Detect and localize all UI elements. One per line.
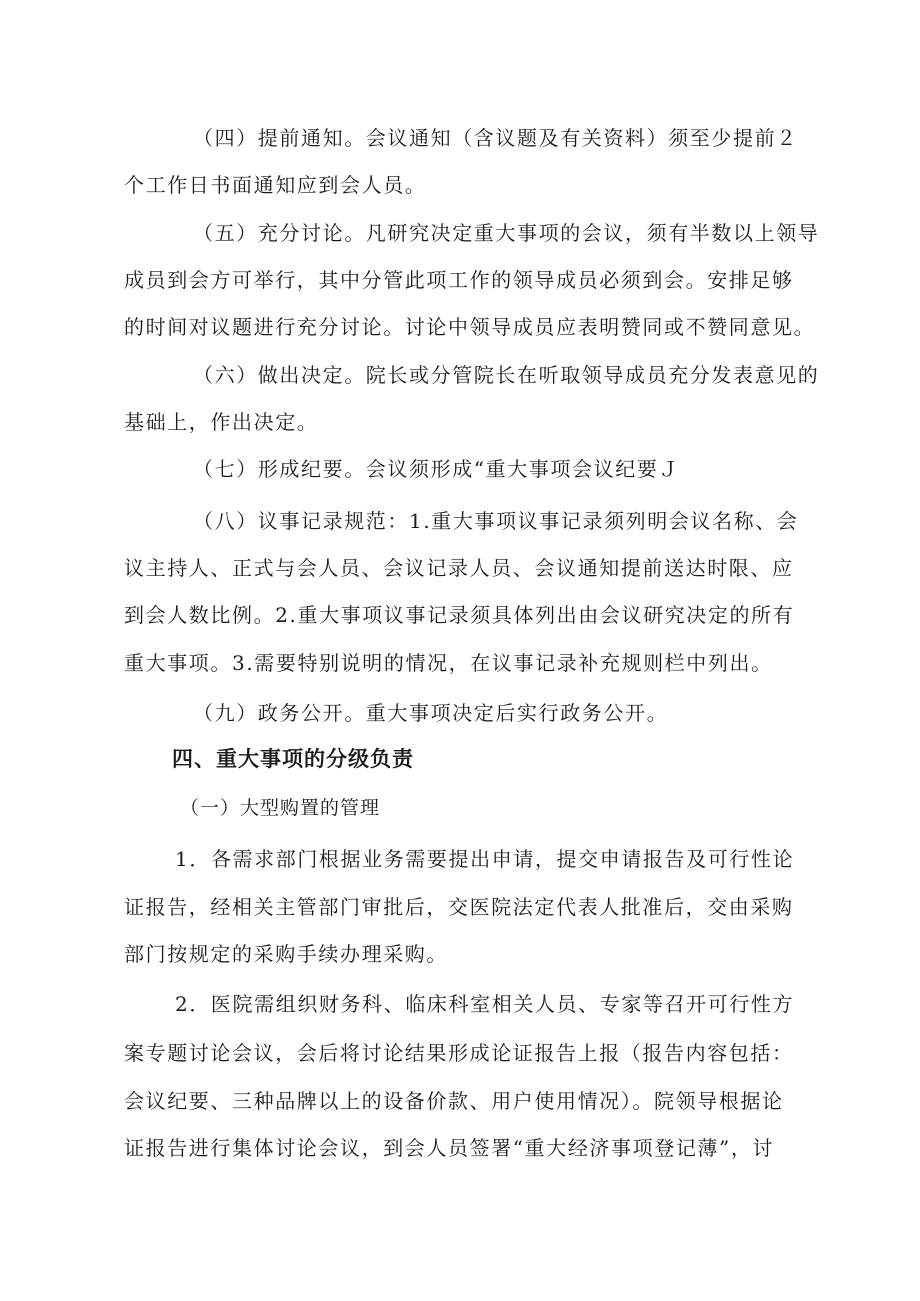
item-2-line-2: 案专题讨论会议，会后将讨论结果形成论证报告上报（报告内容包括： xyxy=(124,1041,794,1065)
paragraph-9-line-1: （九）政务公开。重大事项决定后实行政务公开。 xyxy=(193,701,669,725)
paragraph-8-line-2: 议主持人、正式与会人员、会议记录人员、会议通知提前送达时限、应 xyxy=(124,556,794,580)
paragraph-7-line-1: （七）形成纪要。会议须形成“重大事项会议纪要Ｊ xyxy=(193,457,681,481)
item-2-line-1: 2．医院需组织财务科、临床科室相关人员、专家等召开可行性方 xyxy=(175,992,795,1016)
paragraph-5-line-1: （五）充分讨论。凡研究决定重大事项的会议，须有半数以上领导 xyxy=(193,221,820,245)
paragraph-4-line-1: （四）提前通知。会议通知（含议题及有关资料）须至少提前２ xyxy=(193,126,798,150)
paragraph-6-line-1: （六）做出决定。院长或分管院长在听取领导成员充分发表意见的 xyxy=(193,363,820,387)
paragraph-5-line-2: 成员到会方可举行，其中分管此项工作的领导成员必须到会。安排足够 xyxy=(124,268,794,292)
paragraph-8-line-4: 重大事项。3.需要特别说明的情况，在议事记录补充规则栏中列出。 xyxy=(124,651,773,675)
paragraph-5-line-3: 的时间对议题进行充分讨论。讨论中领导成员应表明赞同或不赞同意见。 xyxy=(124,315,816,339)
item-2-line-4: 证报告进行集体讨论会议，到会人员签署“重大经济事项登记薄”，讨 xyxy=(124,1136,775,1160)
paragraph-4-line-2: 个工作日书面通知应到会人员。 xyxy=(124,173,427,197)
item-1-line-1: 1．各需求部门根据业务需要提出申请，提交申请报告及可行性论 xyxy=(175,847,795,871)
section-heading: 四、重大事项的分级负责 xyxy=(172,747,414,771)
subsection-title: （一）大型购置的管理 xyxy=(180,797,381,819)
paragraph-6-line-2: 基础上，作出决定。 xyxy=(124,410,319,434)
paragraph-8-line-1: （八）议事记录规范：1.重大事项议事记录须列明会议名称、会 xyxy=(193,509,799,533)
item-2-line-3: 会议纪要、三种品牌以上的设备价款、用户使用情况）。院领导根据论 xyxy=(124,1089,784,1113)
item-1-line-2: 证报告，经相关主管部门审批后，交医院法定代表人批准后，交由采购 xyxy=(124,895,794,919)
item-1-line-3: 部门按规定的采购手续办理采购。 xyxy=(124,942,448,966)
paragraph-8-line-3: 到会人数比例。2.重大事项议事记录须具体列出由会议研究决定的所有 xyxy=(124,603,795,627)
